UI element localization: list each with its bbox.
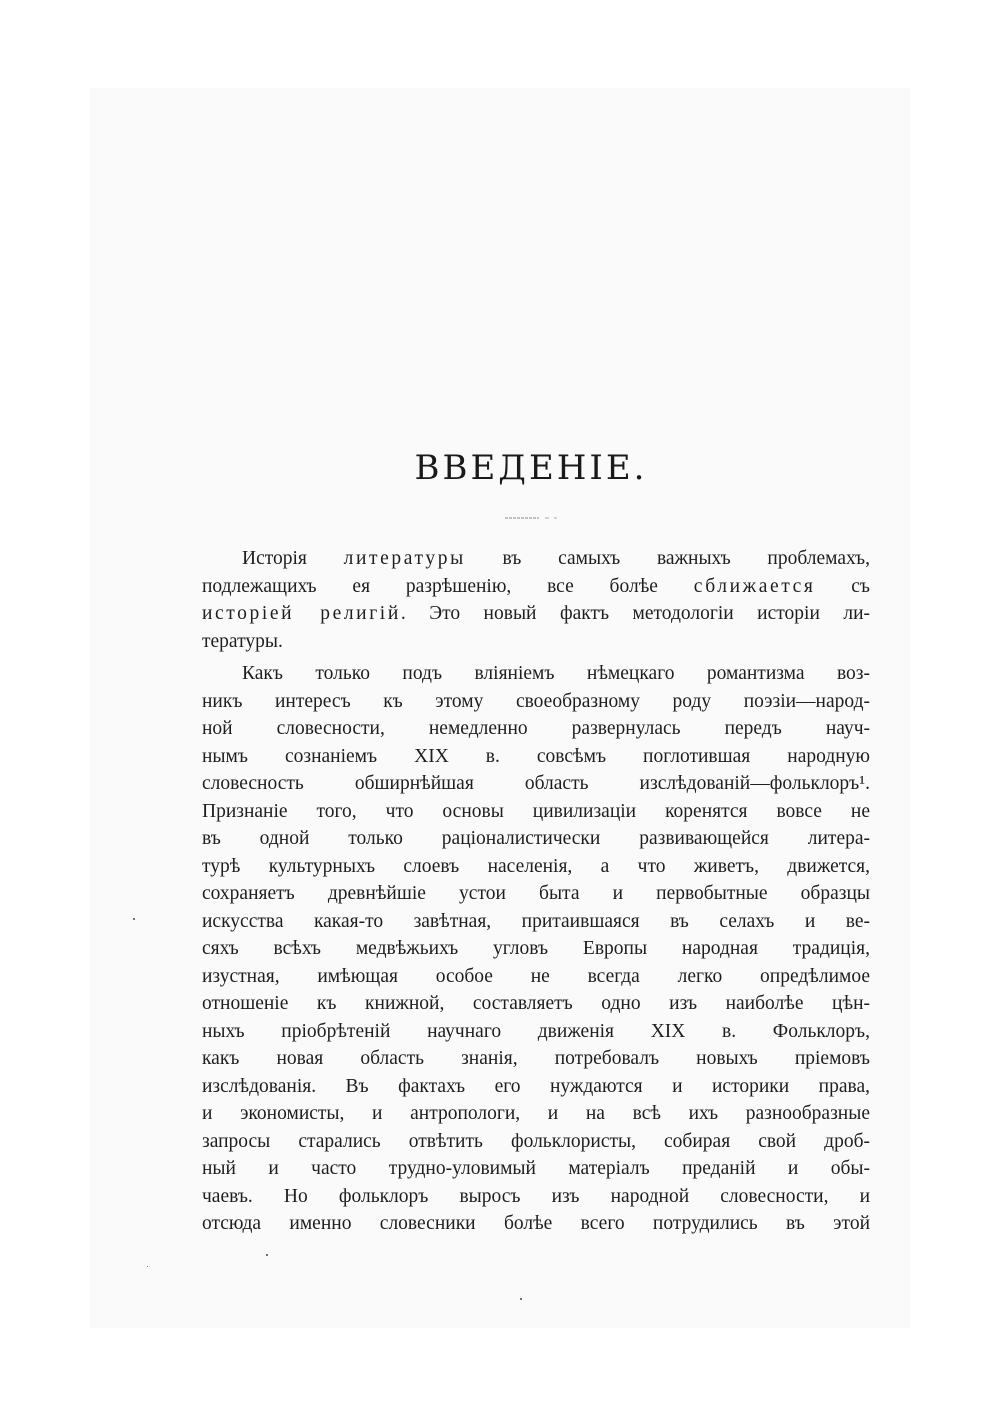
- text-line: чаевъ. Но фольклоръ выросъ изъ народной словесности, и: [202, 1185, 870, 1207]
- text-line: искусства какая-то завѣтная, притаившаяся въ селахъ и ве-: [202, 910, 870, 932]
- title-ornament: [503, 516, 559, 520]
- spaced-emphasis: сближается: [693, 575, 816, 597]
- text-line: подлежащихъ ея разрѣшенію, все болѣе сближается съ: [202, 575, 870, 597]
- text-line: ныхъ пріобрѣтеній научнаго движенія XIX в. Фольклоръ,: [202, 1020, 870, 1042]
- text-line: сяхъ всѣхъ медвѣжьихъ угловъ Европы народная традиція,: [202, 938, 870, 959]
- text-line: въ одной только раціоналистически развивающейся литера-: [202, 828, 870, 849]
- text-line: отношеніе къ книжной, составляетъ одно изъ наиболѣе цѣн-: [202, 993, 870, 1014]
- scan-speck: [520, 1298, 522, 1300]
- spaced-emphasis: литературы: [343, 548, 466, 569]
- text-line: сохраняетъ древнѣйшіе устои быта и первобытные образцы: [202, 883, 870, 904]
- scan-speck: [147, 1266, 148, 1267]
- text-line: ной словесности, немедленно развернулась передъ науч-: [202, 718, 870, 739]
- text-line: турѣ культурныхъ слоевъ населенія, а что живетъ, движется,: [202, 855, 870, 877]
- spaced-emphasis: исторіей религій: [202, 603, 401, 624]
- text-line: и экономисты, и антропологи, и на всѣ ихъ разнообразные: [202, 1103, 870, 1124]
- text-line: никъ интересъ къ этому своеобразному роду поэзіи—народ-: [202, 690, 870, 712]
- scan-speck: [133, 918, 135, 920]
- text-line: Исторія литературы въ самыхъ важныхъ проблемахъ,: [242, 548, 870, 569]
- text-line: словесность обширнѣйшая область изслѣдованій—фольклоръ¹.: [202, 773, 870, 794]
- paragraph-2: [202, 660, 870, 1238]
- text-line: тературы.: [202, 630, 283, 652]
- text-line: исторіей религій. Это новый фактъ методологіи исторіи ли-: [202, 603, 870, 624]
- text-line: нымъ сознаніемъ XIX в. совсѣмъ поглотившая народную: [202, 745, 870, 767]
- chapter-title: ВВЕДЕНІЕ.: [414, 448, 648, 488]
- text-line: ный и часто трудно-уловимый матеріалъ преданій и обы-: [202, 1158, 870, 1179]
- text-line: запросы старались отвѣтить фольклористы, собирая свой дроб-: [202, 1130, 870, 1152]
- text-line: Признаніе того, что основы цивилизаціи коренятся вовсе не: [202, 800, 870, 822]
- text-line: изустная, имѣющая особое не всегда легко опредѣлимое: [202, 965, 870, 987]
- text-line: изслѣдованія. Въ фактахъ его нуждаются и историки права,: [202, 1075, 870, 1097]
- text-line: Какъ только подъ вліяніемъ нѣмецкаго романтизма воз-: [242, 663, 870, 684]
- text-line: отсюда именно словесники болѣе всего потрудились въ этой: [202, 1213, 870, 1234]
- text-line: какъ новая область знанія, потребовалъ новыхъ пріемовъ: [202, 1048, 870, 1069]
- body-text: [202, 545, 870, 1238]
- paragraph-1: [202, 545, 870, 655]
- scan-speck: [266, 1254, 268, 1256]
